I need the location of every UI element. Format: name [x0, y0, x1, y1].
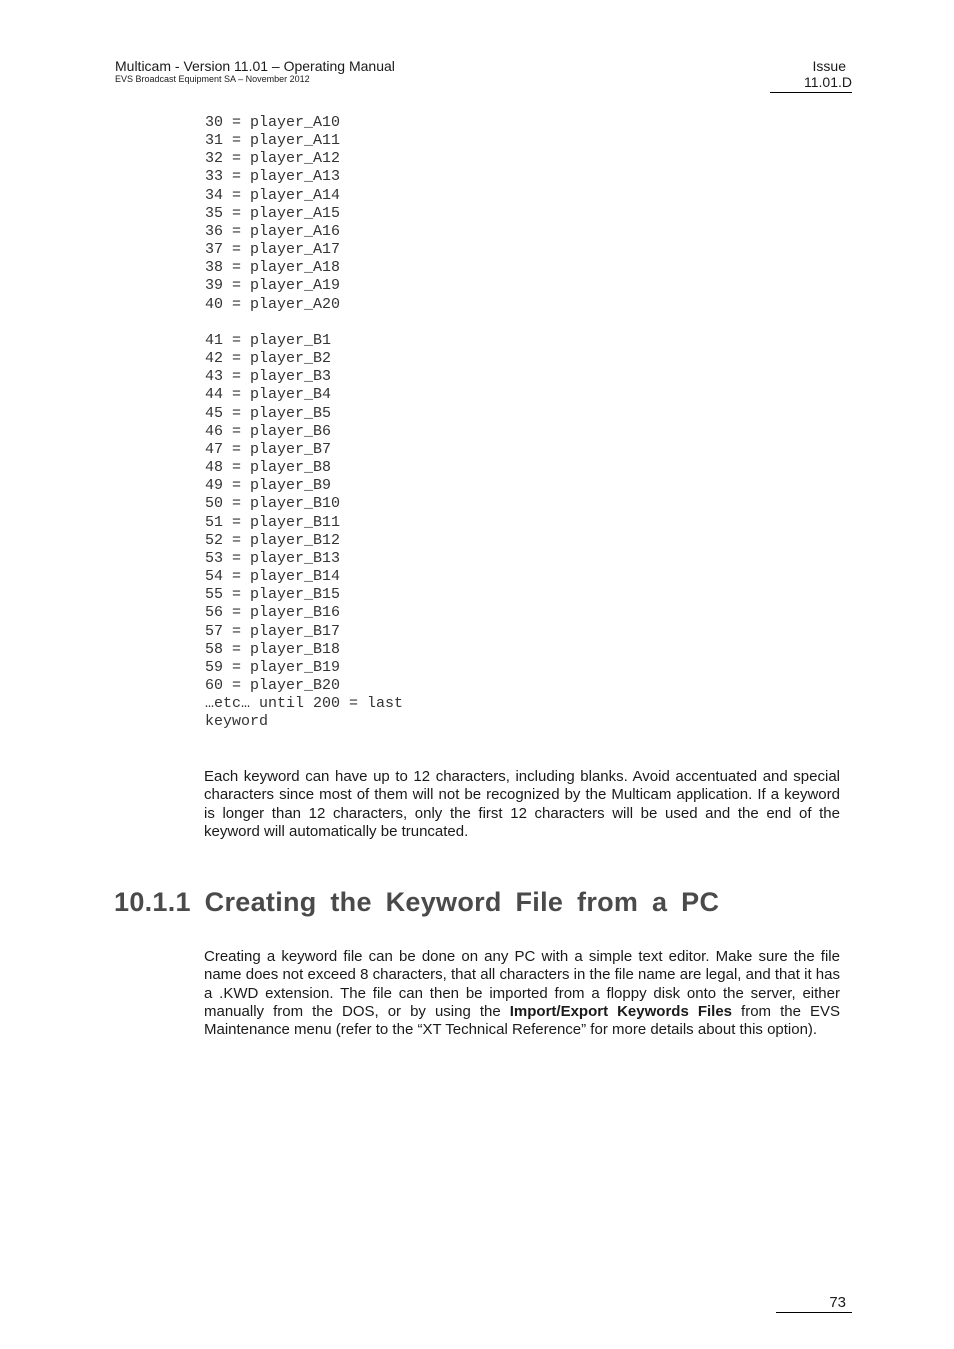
code-line: 32 = player_A12 — [205, 150, 341, 168]
code-line: 48 = player_B8 — [205, 459, 332, 477]
manual-title: Multicam - Version 11.01 – Operating Manual — [115, 58, 395, 74]
code-block-player-a — [205, 114, 340, 314]
code-line: 46 = player_B6 — [205, 422, 332, 440]
menu-item-reference: Import/Export Keywords Files — [509, 1002, 733, 1020]
code-line: 43 = player_B3 — [205, 368, 332, 386]
code-line: 39 = player_A19 — [205, 277, 341, 295]
code-line: 33 = player_A13 — [205, 168, 341, 186]
code-line: 45 = player_B5 — [205, 404, 332, 422]
code-line: 41 = player_B1 — [205, 332, 332, 349]
code-line: 57 = player_B17 — [205, 622, 341, 640]
issue-label: Issue — [812, 58, 846, 74]
code-line: 38 = player_A18 — [205, 259, 341, 277]
paragraph-text-start: Creating a keyword file can be done on any PC with a simple text editor. Make sure the file name does not exceed 8 characters, that all characters in the file name are legal, and that it has a .KWD extension. The file can then be imported from a floppy disk onto the server, either manually from the DOS, or by using the — [204, 948, 840, 1020]
code-line: 36 = player_A16 — [205, 222, 341, 240]
code-line: 49 = player_B9 — [205, 477, 332, 495]
code-line: 42 = player_B2 — [205, 350, 332, 368]
page-number-value: 73 — [829, 1294, 846, 1311]
code-line: keyword — [205, 713, 269, 731]
page-number — [776, 1294, 852, 1313]
code-line: 53 = player_B13 — [205, 549, 341, 567]
code-line: 59 = player_B19 — [205, 658, 341, 676]
code-line: 37 = player_A17 — [205, 241, 341, 259]
paragraph-text-end: from the EVS Maintenance menu (refer to the “XT Technical Reference” for more details about this option). — [204, 1002, 840, 1039]
code-line: 30 = player_A10 — [205, 114, 341, 131]
code-line: 50 = player_B10 — [205, 495, 341, 513]
code-line: 58 = player_B18 — [205, 640, 341, 658]
code-line: 31 = player_A11 — [205, 132, 341, 150]
code-line: …etc… until 200 = last — [205, 695, 404, 713]
keyword-file-paragraph — [204, 948, 840, 1039]
code-line: 54 = player_B14 — [205, 568, 341, 586]
code-line: 40 = player_A20 — [205, 295, 341, 313]
issue-number: 11.01.D — [804, 74, 852, 90]
code-block-player-b — [205, 332, 403, 731]
code-line: 56 = player_B16 — [205, 604, 341, 622]
code-line: 34 = player_A14 — [205, 186, 341, 204]
code-line: 47 = player_B7 — [205, 440, 332, 458]
code-line: 60 = player_B20 — [205, 676, 341, 694]
code-line: 35 = player_A15 — [205, 204, 341, 222]
code-line: 52 = player_B12 — [205, 531, 341, 549]
code-line: 44 = player_B4 — [205, 386, 332, 404]
issue-block — [770, 58, 852, 93]
code-line: 51 = player_B11 — [205, 513, 341, 531]
code-line: 55 = player_B15 — [205, 586, 341, 604]
keyword-length-paragraph: Each keyword can have up to 12 characters, including blanks. Avoid accentuated and special characters since most of them will not be recognized by the Multicam application. If a keyword is longer than 12 characters, only the first 12 characters will be used and the end of the keyword will automatically be truncated. — [204, 768, 840, 840]
publisher-line: EVS Broadcast Equipment SA – November 2012 — [115, 74, 310, 84]
section-heading: 10.1.1 Creating the Keyword File from a PC — [114, 887, 720, 917]
